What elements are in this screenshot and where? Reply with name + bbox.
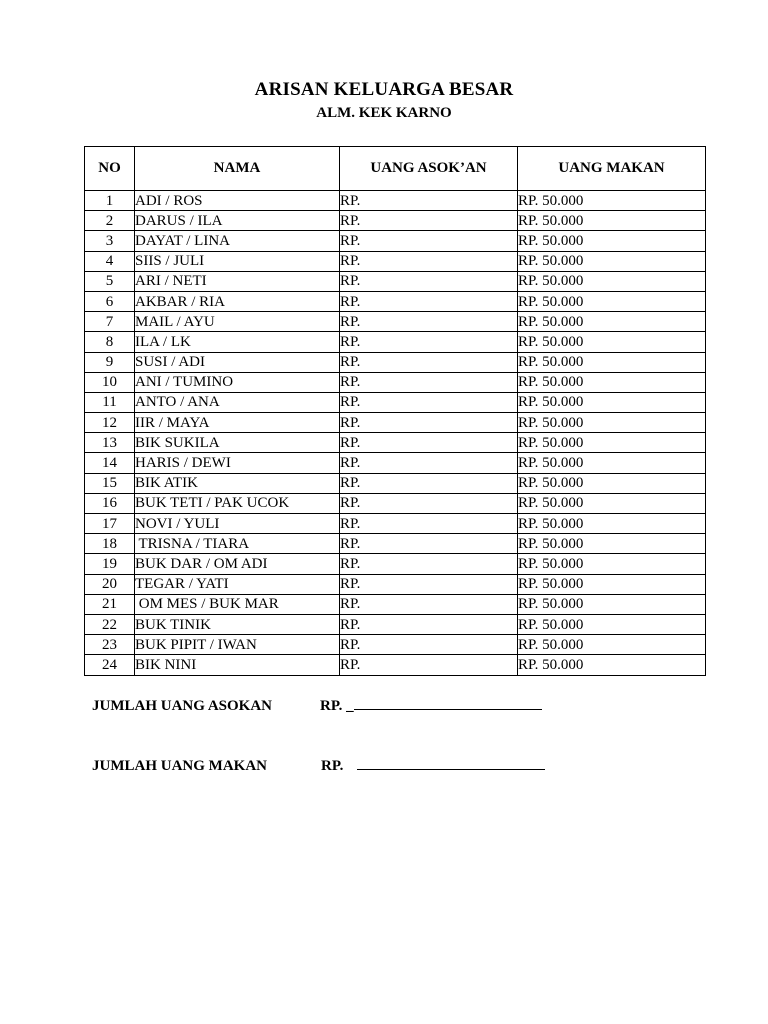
cell-uang-makan: RP. 50.000: [518, 312, 706, 332]
cell-no: 6: [85, 291, 135, 311]
cell-no: 12: [85, 413, 135, 433]
table-row: [85, 392, 706, 412]
cell-nama: HARIS / DEWI: [135, 453, 340, 473]
cell-uang-makan: RP. 50.000: [518, 493, 706, 513]
summary-makan-blank-line[interactable]: [357, 755, 545, 770]
header-row: [85, 147, 706, 191]
table-row: [85, 372, 706, 392]
column-header-uang-makan: UANG MAKAN: [518, 147, 706, 191]
cell-no: 4: [85, 251, 135, 271]
cell-uang-makan: RP. 50.000: [518, 554, 706, 574]
column-header-uang-asokan: UANG ASOK’AN: [340, 147, 518, 191]
table-row: [85, 614, 706, 634]
cell-no: 15: [85, 473, 135, 493]
cell-uang-asokan: RP.: [340, 473, 518, 493]
table-row: [85, 534, 706, 554]
cell-uang-makan: RP. 50.000: [518, 473, 706, 493]
cell-uang-asokan: RP.: [340, 534, 518, 554]
cell-nama: AKBAR / RIA: [135, 291, 340, 311]
cell-nama: MAIL / AYU: [135, 312, 340, 332]
column-header-no: NO: [85, 147, 135, 191]
cell-uang-makan: RP. 50.000: [518, 594, 706, 614]
cell-uang-makan: RP. 50.000: [518, 514, 706, 534]
table-row: [85, 231, 706, 251]
table-body: [85, 191, 706, 676]
cell-no: 24: [85, 655, 135, 675]
cell-uang-asokan: RP.: [340, 352, 518, 372]
cell-uang-asokan: RP.: [340, 332, 518, 352]
cell-no: 3: [85, 231, 135, 251]
table-row: [85, 352, 706, 372]
summary-asokan-currency: RP. _: [320, 698, 354, 714]
summary-asokan-blank-line[interactable]: [354, 695, 542, 710]
cell-nama: ARI / NETI: [135, 271, 340, 291]
cell-nama: NOVI / YULI: [135, 514, 340, 534]
cell-nama: BIK NINI: [135, 655, 340, 675]
cell-no: 5: [85, 271, 135, 291]
table-row: [85, 493, 706, 513]
cell-uang-asokan: RP.: [340, 514, 518, 534]
cell-no: 9: [85, 352, 135, 372]
cell-nama: SIIS / JULI: [135, 251, 340, 271]
cell-uang-makan: RP. 50.000: [518, 332, 706, 352]
cell-no: 23: [85, 635, 135, 655]
table-row: [85, 433, 706, 453]
cell-uang-makan: RP. 50.000: [518, 655, 706, 675]
summary-makan: [92, 755, 545, 775]
cell-uang-asokan: RP.: [340, 413, 518, 433]
summary-asokan: [92, 695, 542, 715]
cell-uang-asokan: RP.: [340, 493, 518, 513]
cell-nama: DAYAT / LINA: [135, 231, 340, 251]
cell-uang-asokan: RP.: [340, 211, 518, 231]
cell-no: 8: [85, 332, 135, 352]
cell-nama: BUK DAR / OM ADI: [135, 554, 340, 574]
cell-nama: BUK PIPIT / IWAN: [135, 635, 340, 655]
cell-uang-asokan: RP.: [340, 594, 518, 614]
cell-no: 7: [85, 312, 135, 332]
cell-uang-makan: RP. 50.000: [518, 211, 706, 231]
cell-uang-asokan: RP.: [340, 251, 518, 271]
table-row: [85, 514, 706, 534]
cell-uang-makan: RP. 50.000: [518, 453, 706, 473]
cell-nama: BIK ATIK: [135, 473, 340, 493]
cell-uang-makan: RP. 50.000: [518, 433, 706, 453]
cell-nama: BIK SUKILA: [135, 433, 340, 453]
cell-uang-asokan: RP.: [340, 291, 518, 311]
cell-uang-asokan: RP.: [340, 191, 518, 211]
cell-no: 20: [85, 574, 135, 594]
cell-no: 13: [85, 433, 135, 453]
table-row: [85, 635, 706, 655]
cell-uang-makan: RP. 50.000: [518, 251, 706, 271]
cell-uang-makan: RP. 50.000: [518, 534, 706, 554]
table-row: [85, 191, 706, 211]
cell-uang-asokan: RP.: [340, 433, 518, 453]
table-row: [85, 271, 706, 291]
cell-uang-makan: RP. 50.000: [518, 635, 706, 655]
column-header-nama: NAMA: [135, 147, 340, 191]
table-row: [85, 453, 706, 473]
cell-nama: SUSI / ADI: [135, 352, 340, 372]
table-row: [85, 574, 706, 594]
cell-no: 16: [85, 493, 135, 513]
table-row: [85, 211, 706, 231]
cell-no: 22: [85, 614, 135, 634]
cell-uang-asokan: RP.: [340, 554, 518, 574]
cell-no: 19: [85, 554, 135, 574]
cell-no: 14: [85, 453, 135, 473]
cell-uang-makan: RP. 50.000: [518, 191, 706, 211]
table-row: [85, 312, 706, 332]
cell-uang-makan: RP. 50.000: [518, 413, 706, 433]
cell-no: 21: [85, 594, 135, 614]
summary-asokan-label: JUMLAH UANG ASOKAN: [92, 698, 273, 714]
table-row: [85, 655, 706, 675]
cell-uang-asokan: RP.: [340, 655, 518, 675]
cell-uang-asokan: RP.: [340, 231, 518, 251]
table-row: [85, 594, 706, 614]
cell-uang-makan: RP. 50.000: [518, 352, 706, 372]
cell-nama: ANI / TUMINO: [135, 372, 340, 392]
cell-nama: BUK TINIK: [135, 614, 340, 634]
cell-nama: ANTO / ANA: [135, 392, 340, 412]
cell-uang-asokan: RP.: [340, 614, 518, 634]
document-title: ARISAN KELUARGA BESAR: [254, 79, 514, 100]
cell-uang-makan: RP. 50.000: [518, 271, 706, 291]
cell-no: 1: [85, 191, 135, 211]
cell-uang-asokan: RP.: [340, 271, 518, 291]
cell-uang-makan: RP. 50.000: [518, 372, 706, 392]
cell-no: 18: [85, 534, 135, 554]
cell-nama: ILA / LK: [135, 332, 340, 352]
cell-uang-asokan: RP.: [340, 574, 518, 594]
cell-nama: IIR / MAYA: [135, 413, 340, 433]
cell-uang-makan: RP. 50.000: [518, 392, 706, 412]
cell-nama: BUK TETI / PAK UCOK: [135, 493, 340, 513]
document-subtitle: ALM. KEK KARNO: [316, 105, 452, 121]
cell-uang-asokan: RP.: [340, 635, 518, 655]
summary-makan-label: JUMLAH UANG MAKAN: [92, 758, 267, 774]
cell-uang-asokan: RP.: [340, 372, 518, 392]
cell-uang-makan: RP. 50.000: [518, 291, 706, 311]
cell-uang-makan: RP. 50.000: [518, 231, 706, 251]
table-row: [85, 251, 706, 271]
summary-makan-currency: RP.: [321, 758, 344, 774]
cell-uang-makan: RP. 50.000: [518, 574, 706, 594]
arisan-table: [84, 146, 706, 676]
table-row: [85, 554, 706, 574]
cell-nama: TRISNA / TIARA: [135, 534, 340, 554]
cell-nama: TEGAR / YATI: [135, 574, 340, 594]
cell-no: 10: [85, 372, 135, 392]
cell-uang-asokan: RP.: [340, 453, 518, 473]
cell-nama: OM MES / BUK MAR: [135, 594, 340, 614]
cell-no: 17: [85, 514, 135, 534]
table-row: [85, 332, 706, 352]
cell-uang-asokan: RP.: [340, 312, 518, 332]
cell-no: 11: [85, 392, 135, 412]
cell-uang-asokan: RP.: [340, 392, 518, 412]
cell-no: 2: [85, 211, 135, 231]
table-row: [85, 413, 706, 433]
cell-nama: DARUS / ILA: [135, 211, 340, 231]
table-row: [85, 473, 706, 493]
table-header: [85, 147, 706, 191]
cell-uang-makan: RP. 50.000: [518, 614, 706, 634]
table-row: [85, 291, 706, 311]
cell-nama: ADI / ROS: [135, 191, 340, 211]
